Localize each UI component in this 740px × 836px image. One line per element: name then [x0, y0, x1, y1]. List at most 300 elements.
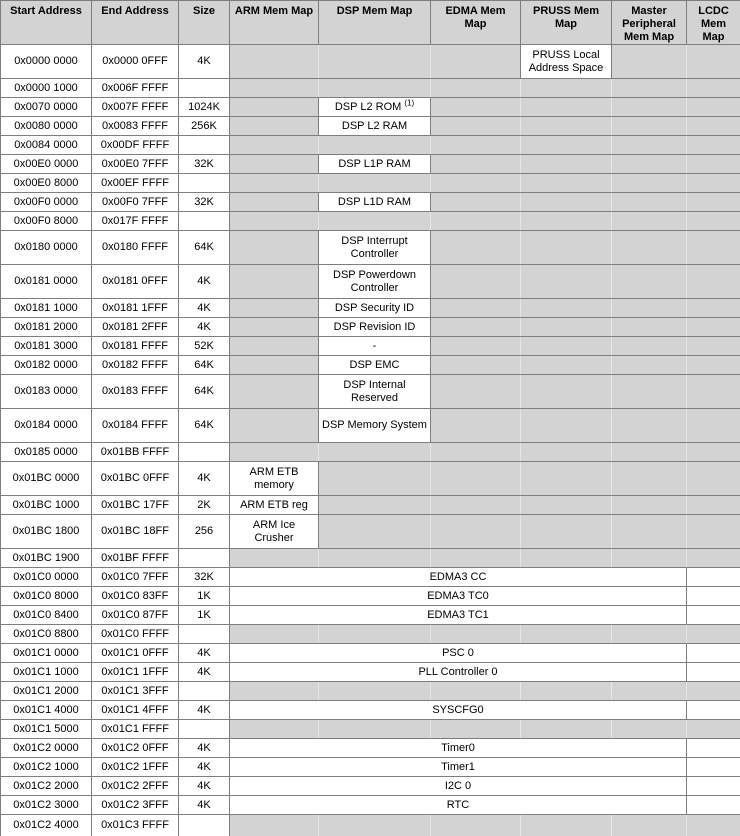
map-label: -	[372, 339, 377, 352]
start-address-cell: 0x00E0 0000	[1, 155, 92, 174]
map-label: DSP L1P RAM	[338, 157, 411, 170]
map-cell-master-peripheral-reserved	[612, 45, 687, 79]
map-cell-pruss-reserved	[521, 136, 612, 155]
table-row	[1, 98, 740, 117]
map-cell-pruss-reserved	[521, 443, 612, 462]
start-address-cell: 0x0070 0000	[1, 98, 92, 117]
map-cell-edma-reserved	[431, 720, 521, 739]
table-row	[1, 644, 740, 663]
map-label: ARM Ice Crusher	[252, 518, 296, 544]
end-address-cell: 0x006F FFFF	[92, 79, 179, 98]
map-cell-dsp-reserved	[319, 462, 431, 496]
map-label-cell-dsp	[319, 375, 431, 409]
end-address-cell: 0x01C0 FFFF	[92, 625, 179, 644]
start-address-cell: 0x0185 0000	[1, 443, 92, 462]
map-cell-master-peripheral-reserved	[612, 174, 687, 193]
start-address-cell: 0x01C1 2000	[1, 682, 92, 701]
map-cell-edma-reserved	[431, 375, 521, 409]
start-address-cell: 0x00F0 8000	[1, 212, 92, 231]
size-cell: 64K	[179, 375, 230, 409]
map-cell-master-peripheral-reserved	[612, 299, 687, 318]
end-address-cell: 0x01C2 2FFF	[92, 777, 179, 796]
size-cell: 32K	[179, 155, 230, 174]
map-label-cell-span	[230, 796, 687, 815]
end-address-cell: 0x01BF FFFF	[92, 549, 179, 568]
size-cell: 4K	[179, 644, 230, 663]
size-cell: 4K	[179, 299, 230, 318]
map-cell-lcdc-reserved	[687, 682, 740, 701]
map-cell-edma-reserved	[431, 549, 521, 568]
table-row	[1, 375, 740, 409]
end-address-cell: 0x01C2 0FFF	[92, 739, 179, 758]
start-address-cell: 0x0181 0000	[1, 265, 92, 299]
table-row	[1, 701, 740, 720]
size-cell: 4K	[179, 777, 230, 796]
end-address-cell: 0x01BB FFFF	[92, 443, 179, 462]
table-row	[1, 549, 740, 568]
end-address-cell: 0x00DF FFFF	[92, 136, 179, 155]
map-cell-lcdc-reserved	[687, 815, 740, 836]
map-cell-pruss-reserved	[521, 117, 612, 136]
size-cell	[179, 79, 230, 98]
size-cell	[179, 174, 230, 193]
table-row	[1, 606, 740, 625]
map-label-cell-span	[230, 587, 687, 606]
map-cell-edma-reserved	[431, 155, 521, 174]
map-cell-arm-reserved	[230, 212, 319, 231]
map-label: DSP L2 ROM	[334, 100, 402, 113]
map-cell-pruss-reserved	[521, 356, 612, 375]
start-address-cell: 0x0182 0000	[1, 356, 92, 375]
map-label-cell-dsp	[319, 98, 431, 117]
map-label: EDMA3 TC0	[427, 589, 489, 602]
map-label-cell-span	[230, 568, 687, 587]
map-cell-pruss-reserved	[521, 193, 612, 212]
map-label: I2C 0	[444, 779, 472, 792]
map-cell-lcdc-reserved	[687, 462, 740, 496]
size-cell: 1K	[179, 587, 230, 606]
end-address-cell: 0x0182 FFFF	[92, 356, 179, 375]
map-label: DSP Memory System	[322, 419, 427, 431]
map-cell-master-peripheral-reserved	[612, 375, 687, 409]
start-address-cell: 0x01C1 4000	[1, 701, 92, 720]
map-cell-lcdc-empty	[687, 568, 740, 587]
map-cell-lcdc-reserved	[687, 98, 740, 117]
start-address-cell: 0x00E0 8000	[1, 174, 92, 193]
start-address-cell: 0x0000 0000	[1, 45, 92, 79]
size-cell	[179, 720, 230, 739]
map-cell-edma-reserved	[431, 496, 521, 515]
map-cell-edma-reserved	[431, 98, 521, 117]
map-cell-pruss-reserved	[521, 682, 612, 701]
map-cell-edma-reserved	[431, 136, 521, 155]
map-cell-lcdc-empty	[687, 758, 740, 777]
map-cell-arm-reserved	[230, 409, 319, 443]
map-cell-master-peripheral-reserved	[612, 462, 687, 496]
map-cell-lcdc-empty	[687, 587, 740, 606]
map-cell-dsp-reserved	[319, 815, 431, 836]
table-row	[1, 155, 740, 174]
size-cell: 2K	[179, 496, 230, 515]
map-label: DSP Internal Reserved	[343, 378, 406, 404]
end-address-cell: 0x01C0 7FFF	[92, 568, 179, 587]
map-cell-edma-reserved	[431, 815, 521, 836]
start-address-cell: 0x0184 0000	[1, 409, 92, 443]
map-cell-lcdc-empty	[687, 739, 740, 758]
start-address-cell: 0x0080 0000	[1, 117, 92, 136]
size-cell	[179, 682, 230, 701]
size-cell	[179, 212, 230, 231]
map-label: DSP Interrupt Controller	[341, 234, 408, 260]
map-cell-arm-reserved	[230, 337, 319, 356]
start-address-cell: 0x01C0 0000	[1, 568, 92, 587]
start-address-cell: 0x01BC 0000	[1, 462, 92, 496]
start-address-cell: 0x0000 1000	[1, 79, 92, 98]
map-cell-edma-reserved	[431, 174, 521, 193]
map-cell-master-peripheral-reserved	[612, 231, 687, 265]
end-address-cell: 0x0083 FFFF	[92, 117, 179, 136]
map-label: Timer1	[441, 760, 475, 773]
size-cell: 4K	[179, 701, 230, 720]
table-row	[1, 356, 740, 375]
map-cell-edma-reserved	[431, 318, 521, 337]
table-row	[1, 136, 740, 155]
map-label: DSP L1D RAM	[337, 195, 412, 208]
start-address-cell: 0x0181 2000	[1, 318, 92, 337]
end-address-cell: 0x0000 0FFF	[92, 45, 179, 79]
end-address-cell: 0x01C0 83FF	[92, 587, 179, 606]
end-address-cell: 0x01C1 FFFF	[92, 720, 179, 739]
map-label: DSP Security ID	[334, 301, 415, 314]
map-label-cell-pruss	[521, 45, 612, 79]
map-cell-lcdc-reserved	[687, 720, 740, 739]
map-cell-arm-reserved	[230, 356, 319, 375]
size-cell	[179, 625, 230, 644]
map-label-cell-span	[230, 758, 687, 777]
column-header-start-address: Start Address	[1, 1, 92, 45]
column-header-end-address: End Address	[92, 1, 179, 45]
map-cell-arm-reserved	[230, 193, 319, 212]
start-address-cell: 0x01BC 1900	[1, 549, 92, 568]
map-label-cell-span	[230, 739, 687, 758]
map-cell-master-peripheral-reserved	[612, 409, 687, 443]
table-row	[1, 720, 740, 739]
start-address-cell: 0x01C1 5000	[1, 720, 92, 739]
map-label-cell-dsp	[319, 356, 431, 375]
map-label: RTC	[446, 798, 470, 811]
size-cell	[179, 549, 230, 568]
map-cell-master-peripheral-reserved	[612, 98, 687, 117]
end-address-cell: 0x0181 2FFF	[92, 318, 179, 337]
table-row	[1, 79, 740, 98]
map-label-cell-dsp	[319, 117, 431, 136]
end-address-cell: 0x01C1 3FFF	[92, 682, 179, 701]
map-cell-arm-reserved	[230, 625, 319, 644]
start-address-cell: 0x0181 1000	[1, 299, 92, 318]
size-cell: 4K	[179, 265, 230, 299]
table-row	[1, 663, 740, 682]
map-cell-arm-reserved	[230, 117, 319, 136]
end-address-cell: 0x0184 FFFF	[92, 409, 179, 443]
map-label-cell-span	[230, 606, 687, 625]
start-address-cell: 0x01C2 0000	[1, 739, 92, 758]
map-label: ARM ETB memory	[249, 465, 299, 491]
size-cell: 64K	[179, 231, 230, 265]
map-label: PRUSS Local Address Space	[528, 48, 604, 74]
map-label-cell-span	[230, 644, 687, 663]
map-cell-master-peripheral-reserved	[612, 356, 687, 375]
map-cell-lcdc-empty	[687, 644, 740, 663]
map-cell-edma-reserved	[431, 265, 521, 299]
size-cell	[179, 136, 230, 155]
map-cell-lcdc-empty	[687, 701, 740, 720]
map-cell-arm-reserved	[230, 136, 319, 155]
size-cell: 4K	[179, 45, 230, 79]
map-cell-edma-reserved	[431, 462, 521, 496]
table-row	[1, 212, 740, 231]
map-label-cell-dsp	[319, 337, 431, 356]
map-cell-pruss-reserved	[521, 720, 612, 739]
table-row	[1, 117, 740, 136]
map-label: SYSCFG0	[432, 703, 484, 716]
size-cell	[179, 443, 230, 462]
table-row	[1, 462, 740, 496]
start-address-cell: 0x0183 0000	[1, 375, 92, 409]
map-cell-dsp-reserved	[319, 682, 431, 701]
map-cell-master-peripheral-reserved	[612, 265, 687, 299]
size-cell: 4K	[179, 663, 230, 682]
table-row	[1, 265, 740, 299]
map-label-cell-dsp	[319, 299, 431, 318]
map-cell-edma-reserved	[431, 682, 521, 701]
map-cell-lcdc-reserved	[687, 549, 740, 568]
map-cell-dsp-reserved	[319, 136, 431, 155]
size-cell: 1024K	[179, 98, 230, 117]
map-cell-edma-reserved	[431, 443, 521, 462]
column-header-size: Size	[179, 1, 230, 45]
map-cell-lcdc-empty	[687, 606, 740, 625]
column-header-master-peripheral-mem-map: Master Peripheral Mem Map	[612, 1, 687, 45]
size-cell: 32K	[179, 568, 230, 587]
map-cell-lcdc-empty	[687, 796, 740, 815]
end-address-cell: 0x00EF FFFF	[92, 174, 179, 193]
map-cell-arm-reserved	[230, 318, 319, 337]
map-cell-dsp-reserved	[319, 496, 431, 515]
start-address-cell: 0x01C1 0000	[1, 644, 92, 663]
map-cell-pruss-reserved	[521, 155, 612, 174]
map-label-cell-arm	[230, 515, 319, 549]
map-cell-pruss-reserved	[521, 549, 612, 568]
end-address-cell: 0x00E0 7FFF	[92, 155, 179, 174]
table-row	[1, 193, 740, 212]
table-row	[1, 587, 740, 606]
map-cell-lcdc-reserved	[687, 155, 740, 174]
map-label-cell-span	[230, 701, 687, 720]
size-cell: 64K	[179, 356, 230, 375]
end-address-cell: 0x007F FFFF	[92, 98, 179, 117]
end-address-cell: 0x0180 FFFF	[92, 231, 179, 265]
map-cell-master-peripheral-reserved	[612, 682, 687, 701]
map-label-cell-arm	[230, 462, 319, 496]
start-address-cell: 0x0181 3000	[1, 337, 92, 356]
table-row	[1, 739, 740, 758]
column-header-lcdc-mem-map: LCDC Mem Map	[687, 1, 740, 45]
table-row	[1, 568, 740, 587]
map-cell-dsp-reserved	[319, 212, 431, 231]
table-row	[1, 682, 740, 701]
end-address-cell: 0x01C2 3FFF	[92, 796, 179, 815]
map-cell-pruss-reserved	[521, 625, 612, 644]
map-cell-master-peripheral-reserved	[612, 549, 687, 568]
size-cell	[179, 815, 230, 836]
map-cell-lcdc-reserved	[687, 136, 740, 155]
map-cell-arm-reserved	[230, 45, 319, 79]
table-row	[1, 796, 740, 815]
map-cell-dsp-reserved	[319, 625, 431, 644]
map-cell-arm-reserved	[230, 682, 319, 701]
table-row	[1, 318, 740, 337]
map-label-cell-dsp	[319, 231, 431, 265]
size-cell: 256	[179, 515, 230, 549]
map-label: DSP L2 RAM	[341, 119, 408, 132]
start-address-cell: 0x00F0 0000	[1, 193, 92, 212]
map-cell-lcdc-reserved	[687, 299, 740, 318]
map-cell-lcdc-reserved	[687, 409, 740, 443]
size-cell: 4K	[179, 318, 230, 337]
map-cell-lcdc-reserved	[687, 212, 740, 231]
map-cell-pruss-reserved	[521, 815, 612, 836]
map-cell-dsp-reserved	[319, 174, 431, 193]
map-label: DSP Revision ID	[333, 320, 416, 333]
map-cell-master-peripheral-reserved	[612, 193, 687, 212]
map-cell-master-peripheral-reserved	[612, 155, 687, 174]
start-address-cell: 0x01C0 8000	[1, 587, 92, 606]
map-label-cell-dsp	[319, 265, 431, 299]
map-cell-edma-reserved	[431, 515, 521, 549]
start-address-cell: 0x01C2 1000	[1, 758, 92, 777]
start-address-cell: 0x01C0 8400	[1, 606, 92, 625]
map-cell-edma-reserved	[431, 231, 521, 265]
map-cell-lcdc-reserved	[687, 45, 740, 79]
map-cell-master-peripheral-reserved	[612, 443, 687, 462]
column-header-pruss-mem-map: PRUSS Mem Map	[521, 1, 612, 45]
map-cell-lcdc-reserved	[687, 318, 740, 337]
map-cell-pruss-reserved	[521, 462, 612, 496]
map-cell-dsp-reserved	[319, 79, 431, 98]
column-header-dsp-mem-map: DSP Mem Map	[319, 1, 431, 45]
map-label: ARM ETB reg	[240, 498, 308, 511]
map-label-cell-arm	[230, 496, 319, 515]
map-cell-edma-reserved	[431, 356, 521, 375]
map-cell-master-peripheral-reserved	[612, 79, 687, 98]
map-label: DSP EMC	[349, 358, 400, 371]
start-address-cell: 0x01C2 2000	[1, 777, 92, 796]
end-address-cell: 0x017F FFFF	[92, 212, 179, 231]
size-cell: 1K	[179, 606, 230, 625]
map-cell-master-peripheral-reserved	[612, 515, 687, 549]
start-address-cell: 0x01BC 1800	[1, 515, 92, 549]
end-address-cell: 0x01C3 FFFF	[92, 815, 179, 836]
size-cell: 52K	[179, 337, 230, 356]
table-row	[1, 625, 740, 644]
map-label: EDMA3 TC1	[427, 608, 489, 621]
end-address-cell: 0x01C1 4FFF	[92, 701, 179, 720]
map-cell-arm-reserved	[230, 720, 319, 739]
map-cell-master-peripheral-reserved	[612, 720, 687, 739]
table-row	[1, 231, 740, 265]
column-header-edma-mem-map: EDMA Mem Map	[431, 1, 521, 45]
map-cell-lcdc-reserved	[687, 375, 740, 409]
map-cell-master-peripheral-reserved	[612, 496, 687, 515]
map-label: PSC 0	[442, 646, 474, 659]
map-cell-lcdc-reserved	[687, 496, 740, 515]
table-row	[1, 815, 740, 836]
map-cell-arm-reserved	[230, 815, 319, 836]
end-address-cell: 0x01BC 0FFF	[92, 462, 179, 496]
map-cell-arm-reserved	[230, 549, 319, 568]
map-cell-pruss-reserved	[521, 265, 612, 299]
size-cell: 4K	[179, 462, 230, 496]
map-label-cell-dsp	[319, 409, 431, 443]
map-cell-master-peripheral-reserved	[612, 625, 687, 644]
table-row	[1, 777, 740, 796]
size-cell: 32K	[179, 193, 230, 212]
map-cell-lcdc-reserved	[687, 193, 740, 212]
map-cell-arm-reserved	[230, 265, 319, 299]
table-row	[1, 45, 740, 79]
map-cell-pruss-reserved	[521, 212, 612, 231]
map-cell-pruss-reserved	[521, 231, 612, 265]
map-cell-lcdc-reserved	[687, 174, 740, 193]
size-cell: 4K	[179, 796, 230, 815]
map-cell-arm-reserved	[230, 231, 319, 265]
map-cell-arm-reserved	[230, 299, 319, 318]
end-address-cell: 0x0181 FFFF	[92, 337, 179, 356]
map-cell-pruss-reserved	[521, 496, 612, 515]
map-cell-pruss-reserved	[521, 174, 612, 193]
map-cell-pruss-reserved	[521, 318, 612, 337]
start-address-cell: 0x01C1 1000	[1, 663, 92, 682]
map-cell-lcdc-reserved	[687, 265, 740, 299]
table-row	[1, 174, 740, 193]
start-address-cell: 0x01C2 4000	[1, 815, 92, 836]
end-address-cell: 0x01C1 1FFF	[92, 663, 179, 682]
end-address-cell: 0x01BC 18FF	[92, 515, 179, 549]
map-cell-edma-reserved	[431, 409, 521, 443]
end-address-cell: 0x01BC 17FF	[92, 496, 179, 515]
start-address-cell: 0x01C2 3000	[1, 796, 92, 815]
map-cell-edma-reserved	[431, 299, 521, 318]
end-address-cell: 0x0181 1FFF	[92, 299, 179, 318]
map-cell-pruss-reserved	[521, 515, 612, 549]
map-cell-arm-reserved	[230, 443, 319, 462]
map-label: DSP Powerdown Controller	[333, 268, 416, 294]
map-cell-lcdc-reserved	[687, 117, 740, 136]
map-cell-edma-reserved	[431, 212, 521, 231]
map-cell-pruss-reserved	[521, 299, 612, 318]
map-label-cell-dsp	[319, 193, 431, 212]
table-row	[1, 409, 740, 443]
end-address-cell: 0x01C2 1FFF	[92, 758, 179, 777]
map-label: PLL Controller 0	[418, 665, 498, 678]
size-cell: 4K	[179, 758, 230, 777]
map-cell-pruss-reserved	[521, 337, 612, 356]
map-cell-dsp-reserved	[319, 720, 431, 739]
map-cell-pruss-reserved	[521, 409, 612, 443]
map-cell-dsp-reserved	[319, 549, 431, 568]
end-address-cell: 0x01C0 87FF	[92, 606, 179, 625]
end-address-cell: 0x00F0 7FFF	[92, 193, 179, 212]
